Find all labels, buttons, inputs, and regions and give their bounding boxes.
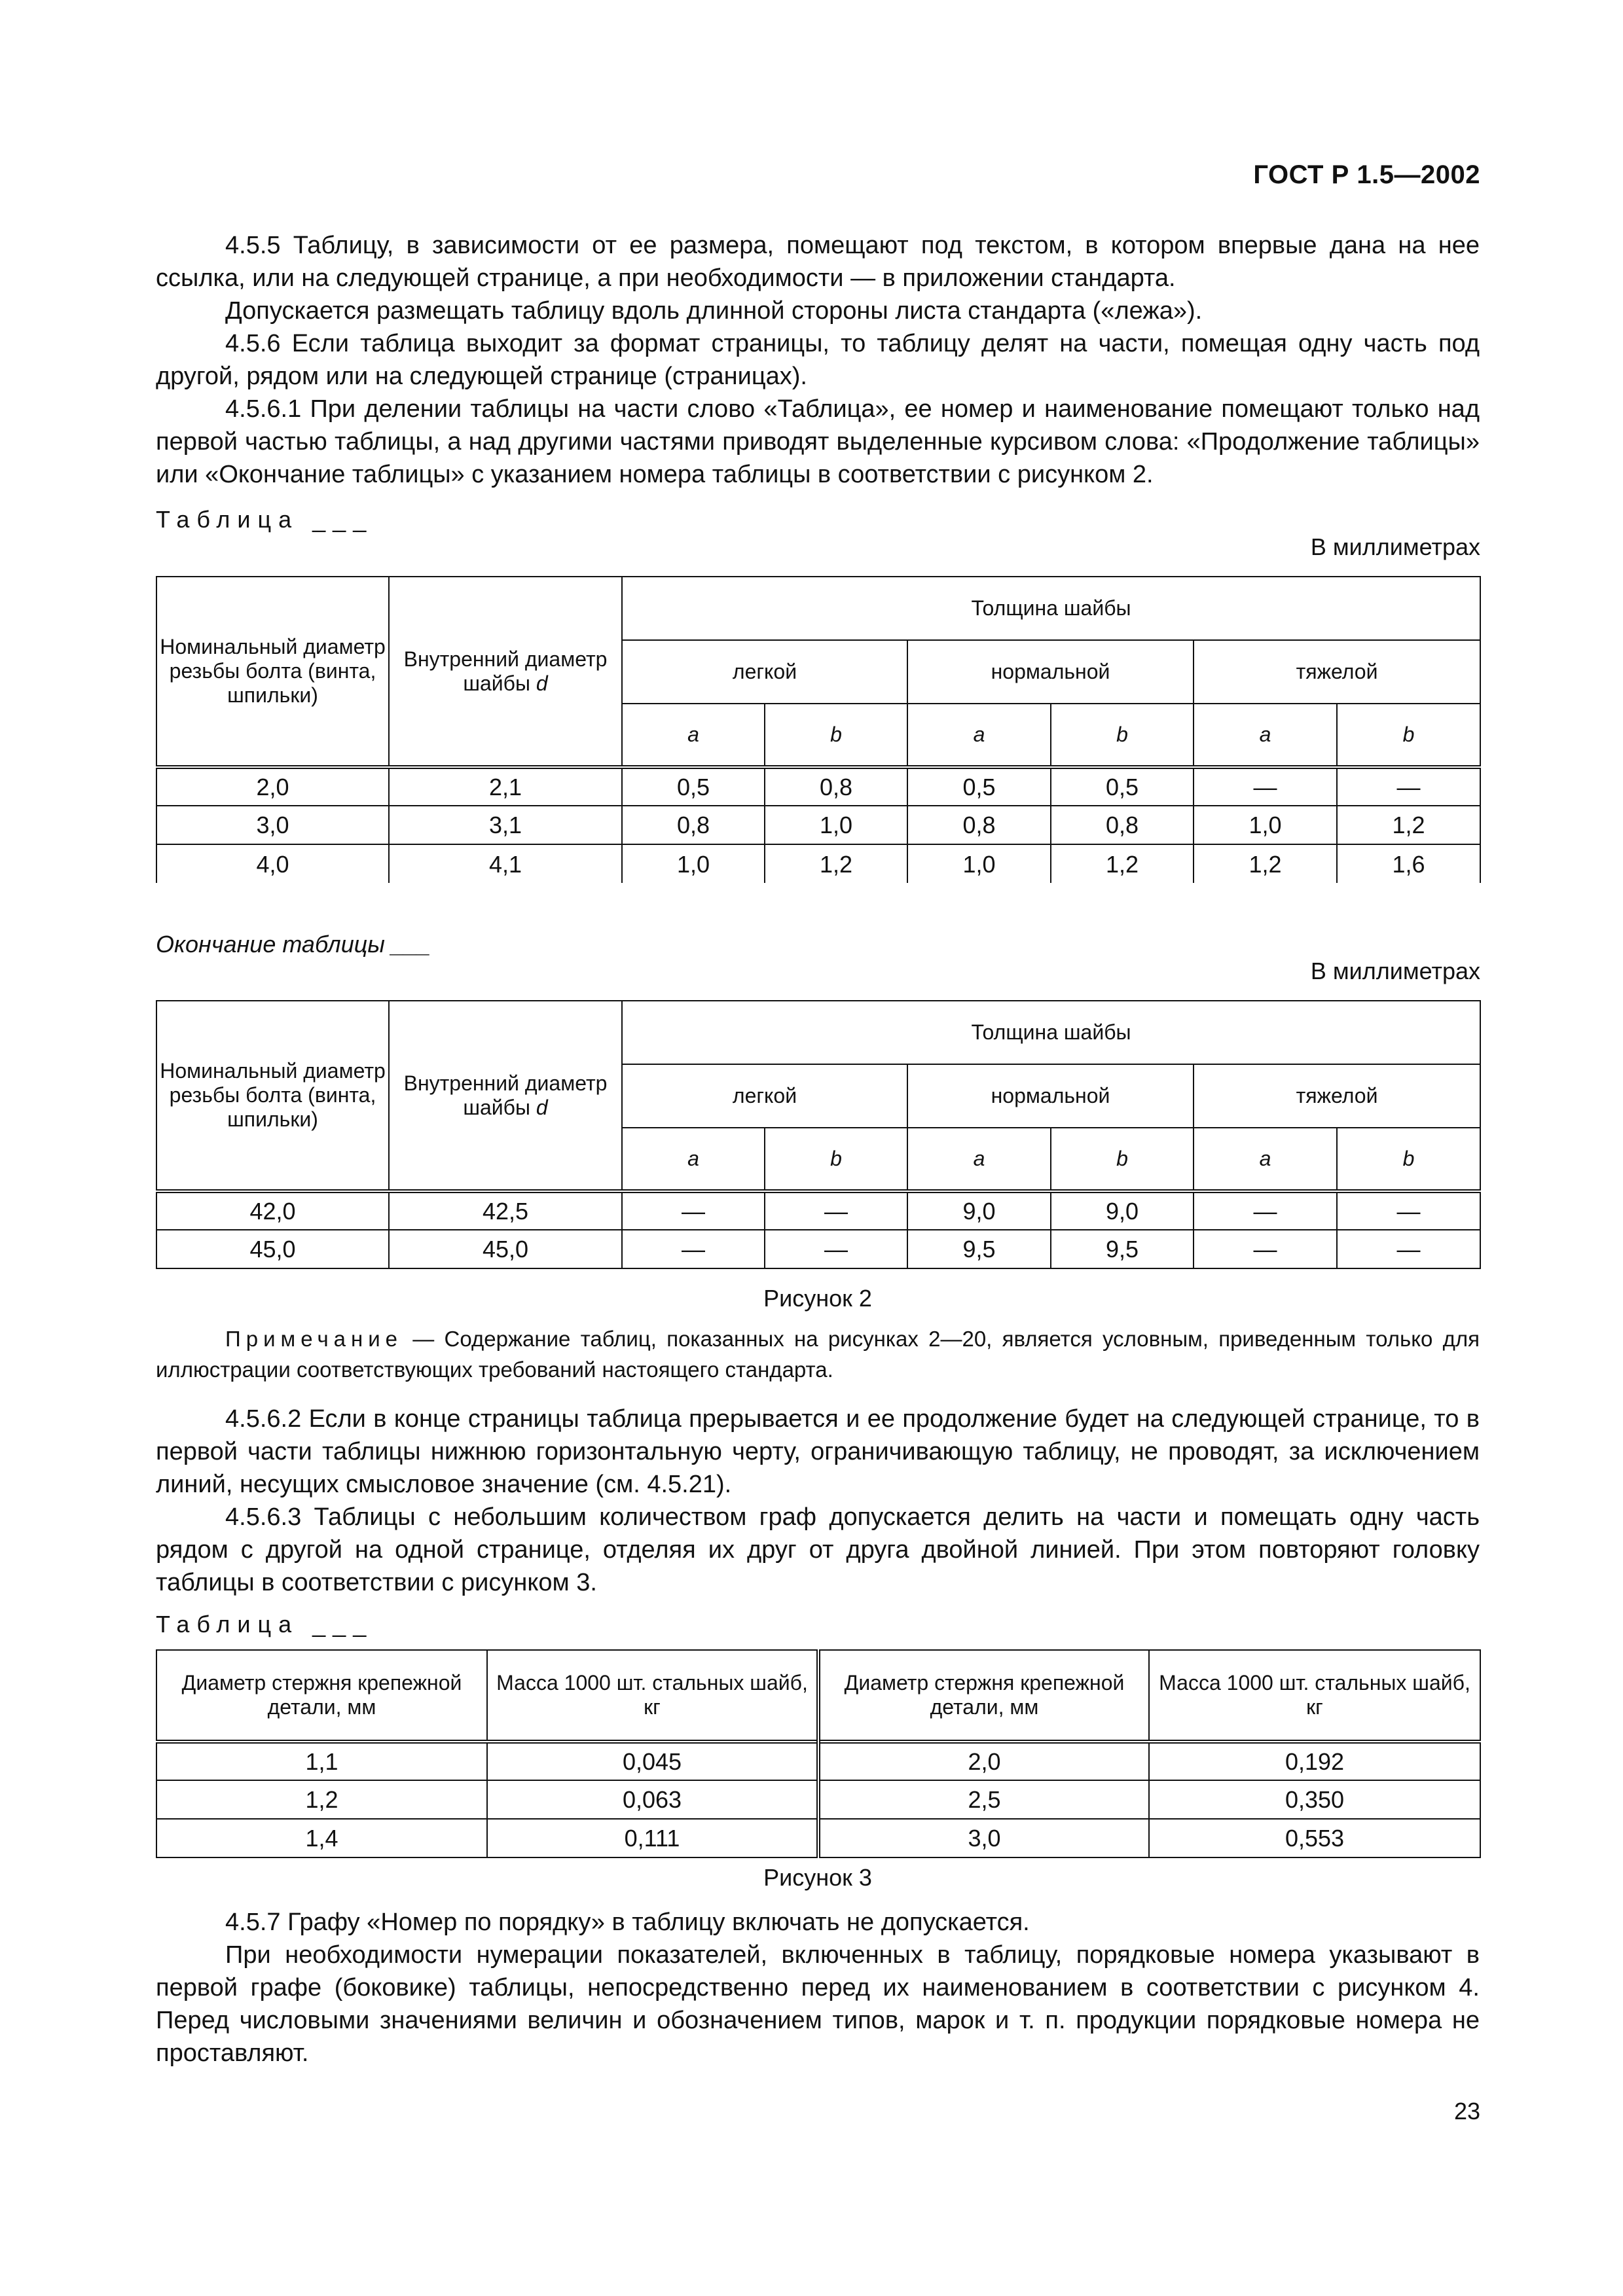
table-cell: 0,192 (1149, 1742, 1480, 1780)
table-cell: — (1194, 1230, 1337, 1268)
table-cell: 0,350 (1149, 1780, 1480, 1819)
table-cell: — (1337, 1230, 1480, 1268)
table-cell: 1,2 (765, 844, 907, 883)
table-row (156, 1230, 1480, 1268)
header-sub-b: b (1337, 704, 1480, 767)
figure-2-caption: Рисунок 2 (763, 1285, 872, 1312)
paragraph-lezha: Допускается размещать таблицу вдоль длинной стороны листа стандарта («лежа»). (225, 297, 1203, 325)
header-inner-diameter (389, 577, 622, 767)
table-cell: 1,2 (1337, 806, 1480, 844)
header-inner-diameter-symbol: d (536, 1095, 548, 1119)
table-cell: 0,8 (1051, 806, 1194, 844)
header-sub-a: a (1194, 704, 1337, 767)
header-sub-b: b (765, 1128, 907, 1191)
table3 (156, 1649, 1481, 1858)
table-cell: — (622, 1230, 765, 1268)
table1-label: Таблица ___ (156, 506, 374, 533)
table-cell: 3,0 (818, 1819, 1149, 1857)
header-light: легкой (622, 640, 907, 704)
header-inner-diameter-text: Внутренний диаметр шайбы (403, 1071, 608, 1119)
header-inner-diameter (389, 1001, 622, 1191)
table-row (156, 1780, 1480, 1819)
paragraph-4-5-5: 4.5.5 Таблицу, в зависимости от ее размера, помещают под текстом, в котором впервые дана на нее ссылка, или на следующей странице, а при необходимости — в приложении стандарта. (156, 232, 1480, 292)
figure-3-caption: Рисунок 3 (763, 1864, 872, 1891)
table2 (156, 1000, 1481, 1269)
page-number: 23 (1453, 2098, 1480, 2125)
header-sub-a: a (1194, 1128, 1337, 1191)
standard-code: ГОСТ Р 1.5—2002 (1253, 160, 1480, 189)
table-row (156, 1191, 1480, 1230)
table2-units: В миллиметрах (1310, 958, 1480, 984)
table-cell: — (622, 1191, 765, 1230)
table-cell: 2,1 (389, 767, 622, 806)
table-cell: 0,5 (622, 767, 765, 806)
header-sub-b: b (1051, 1128, 1194, 1191)
table-cell: — (765, 1191, 907, 1230)
table-cell: — (765, 1230, 907, 1268)
table2-label: Окончание таблицы ___ (156, 931, 431, 958)
header-thread-diameter: Номинальный диаметр резьбы болта (винта, шпильки) (156, 577, 389, 767)
table-cell: — (1194, 1191, 1337, 1230)
table-cell: 9,5 (907, 1230, 1051, 1268)
header-sub-a: a (622, 704, 765, 767)
table-cell: 9,0 (907, 1191, 1051, 1230)
header-washer-thickness: Толщина шайбы (622, 577, 1480, 640)
text-block-1 (156, 229, 1480, 491)
table-cell: — (1337, 767, 1480, 806)
table-cell: 45,0 (156, 1230, 389, 1268)
note-label: Примечание (225, 1327, 403, 1351)
table-cell: 1,0 (907, 844, 1051, 883)
header-sub-b: b (1337, 1128, 1480, 1191)
table-cell: — (1337, 1191, 1480, 1230)
table-cell: 45,0 (389, 1230, 622, 1268)
table3-label: Таблица ___ (156, 1611, 374, 1638)
header-washer-mass: Масса 1000 шт. стальных шайб, кг (487, 1650, 818, 1742)
table-row (156, 806, 1480, 844)
table-cell: 1,6 (1337, 844, 1480, 883)
table-cell: 0,8 (907, 806, 1051, 844)
paragraph-4-5-6-3: 4.5.6.3 Таблицы с небольшим количеством граф допускается делить на части и помещать одну часть рядом с другой на одной странице, отделяя их друг от друга двойной линией. При этом повторяют головку таблицы в соответствии с рисунком 3. (156, 1503, 1480, 1596)
table-cell: 0,5 (1051, 767, 1194, 806)
table-cell: 0,045 (487, 1742, 818, 1780)
text-block-2 (156, 1403, 1480, 1599)
table-cell: 0,063 (487, 1780, 818, 1819)
header-rod-diameter: Диаметр стержня крепежной детали, мм (156, 1650, 487, 1742)
table-cell: 2,0 (818, 1742, 1149, 1780)
table-row (156, 1742, 1480, 1780)
table1 (156, 576, 1481, 883)
header-washer-thickness: Толщина шайбы (622, 1001, 1480, 1064)
table-cell: 0,553 (1149, 1819, 1480, 1857)
header-sub-b: b (765, 704, 907, 767)
table1-units: В миллиметрах (1310, 533, 1480, 560)
header-sub-b: b (1051, 704, 1194, 767)
header-sub-a: a (907, 1128, 1051, 1191)
paragraph-4-5-6-1: 4.5.6.1 При делении таблицы на части слово «Таблица», ее номер и наименование помещают только над первой частью таблицы, а над другими частями приводят выделенные курсивом слова: «Продолжение таблицы» или «Окончание таблицы» с указанием номера таблицы в соответствии с рисунком 2. (156, 395, 1480, 488)
table-cell: 42,5 (389, 1191, 622, 1230)
table-cell: 1,2 (1051, 844, 1194, 883)
note (156, 1323, 1480, 1385)
table-cell: 1,1 (156, 1742, 487, 1780)
table-cell: 2,5 (818, 1780, 1149, 1819)
header-light: легкой (622, 1064, 907, 1128)
table-cell: 0,8 (765, 767, 907, 806)
table-cell: 1,0 (622, 844, 765, 883)
paragraph-numbering: При необходимости нумерации показателей, включенных в таблицу, порядковые номера указывают в первой графе (боковике) таблицы, непосредственно перед их наименованием в соответствии с рисунком 4. Перед числовыми значениями величин и обозначением типов, марок и т. п. продукции порядковые номера не проставляют. (156, 1941, 1480, 2067)
header-washer-mass: Масса 1000 шт. стальных шайб, кг (1149, 1650, 1480, 1742)
header-inner-diameter-symbol: d (536, 671, 548, 695)
table-cell: 4,0 (156, 844, 389, 883)
table-cell: 0,5 (907, 767, 1051, 806)
header-heavy: тяжелой (1194, 1064, 1480, 1128)
header-sub-a: a (907, 704, 1051, 767)
table-row (156, 1819, 1480, 1857)
header-normal: нормальной (907, 1064, 1194, 1128)
table-cell: 2,0 (156, 767, 389, 806)
table-cell: 42,0 (156, 1191, 389, 1230)
paragraph-4-5-6: 4.5.6 Если таблица выходит за формат страницы, то таблицу делят на части, помещая одну часть под другой, рядом или на следующей странице (страницах). (156, 330, 1480, 390)
header-heavy: тяжелой (1194, 640, 1480, 704)
table-row (156, 844, 1480, 883)
table-cell: — (1194, 767, 1337, 806)
header-inner-diameter-text: Внутренний диаметр шайбы (403, 647, 608, 695)
table-cell: 0,8 (622, 806, 765, 844)
table-cell: 3,1 (389, 806, 622, 844)
table-cell: 1,0 (1194, 806, 1337, 844)
header-thread-diameter: Номинальный диаметр резьбы болта (винта, шпильки) (156, 1001, 389, 1191)
table-cell: 9,5 (1051, 1230, 1194, 1268)
table-cell: 1,0 (765, 806, 907, 844)
table-cell: 1,4 (156, 1819, 487, 1857)
paragraph-4-5-7: 4.5.7 Графу «Номер по порядку» в таблицу включать не допускается. (225, 1909, 1030, 1936)
header-rod-diameter: Диаметр стержня крепежной детали, мм (818, 1650, 1149, 1742)
header-sub-a: a (622, 1128, 765, 1191)
table-cell: 1,2 (156, 1780, 487, 1819)
table-cell: 0,111 (487, 1819, 818, 1857)
table-row (156, 767, 1480, 806)
note-text: — Содержание таблиц, показанных на рисунках 2—20, является условным, приведенным только для иллюстрации соответствующих требований настоящего стандарта. (156, 1327, 1480, 1382)
table-cell: 3,0 (156, 806, 389, 844)
table-cell: 4,1 (389, 844, 622, 883)
text-block-3 (156, 1906, 1480, 2070)
header-normal: нормальной (907, 640, 1194, 704)
table-cell: 1,2 (1194, 844, 1337, 883)
table-cell: 9,0 (1051, 1191, 1194, 1230)
paragraph-4-5-6-2: 4.5.6.2 Если в конце страницы таблица прерывается и ее продолжение будет на следующей странице, то в первой части таблицы нижнюю горизонтальную черту, ограничивающую таблицу, не проводят, за исключением линий, несущих смысловое значение (см. 4.5.21). (156, 1405, 1480, 1498)
